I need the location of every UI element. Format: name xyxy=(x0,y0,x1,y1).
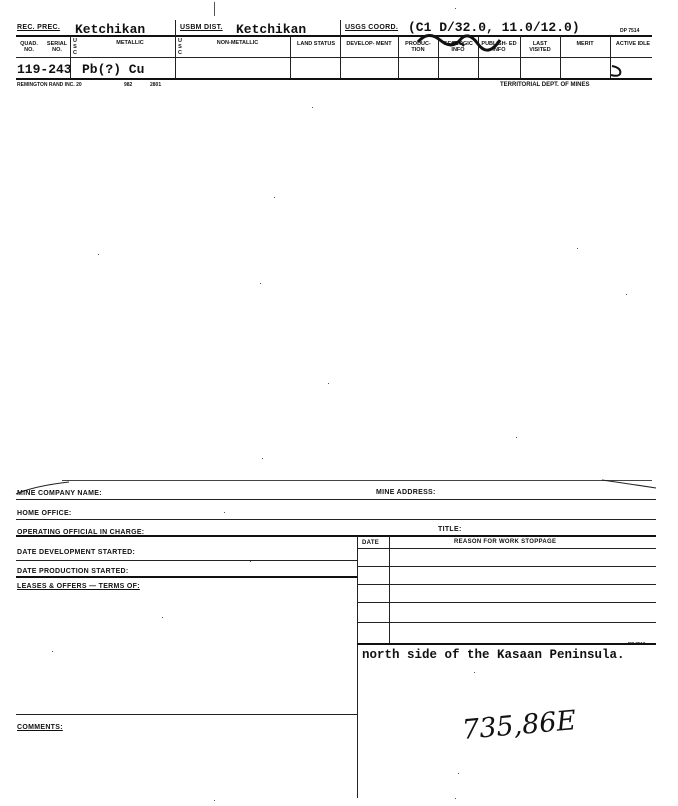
usbm-dist-label: USBM DIST. xyxy=(180,24,223,31)
reason-header: REASON FOR WORK STOPPAGE xyxy=(454,539,557,545)
typed-note: north side of the Kasaan Peninsula. xyxy=(362,648,625,662)
col-active-idle: ACTIVE IDLE xyxy=(615,41,651,47)
ink-scribble-icon xyxy=(410,30,520,52)
check-mark-icon xyxy=(608,62,626,78)
col-usc-left: U S C xyxy=(73,38,77,56)
col-metallic: METALLIC xyxy=(116,40,144,46)
corner-curl-right-icon xyxy=(600,476,660,494)
footer-num2: 2801 xyxy=(150,82,162,88)
handwritten-number: 735,86E xyxy=(460,705,578,746)
quad-serial-value: 119-243 xyxy=(17,62,72,77)
col-development: DEVELOP- MENT xyxy=(346,41,392,47)
home-office-label: HOME OFFICE: xyxy=(17,510,72,517)
operating-official-label: OPERATING OFFICIAL IN CHARGE: xyxy=(17,529,145,536)
date-production-label: DATE PRODUCTION STARTED: xyxy=(17,568,129,575)
rec-prec-value: Ketchikan xyxy=(75,22,146,37)
leases-offers-label: LEASES & OFFERS — TERMS OF: xyxy=(17,583,140,590)
footer-left-text: REMINGTON RAND INC. 20 xyxy=(17,82,82,88)
footer-num1: 982 xyxy=(124,82,133,88)
title-label: TITLE: xyxy=(438,526,462,533)
usgs-coord-value: (C1 D/32.0, 11.0/12.0) xyxy=(408,20,580,35)
col-non-metallic: NON-METALLIC xyxy=(216,40,259,46)
usgs-coord-label: USGS COORD. xyxy=(345,24,399,31)
metallic-value: Pb(?) Cu xyxy=(82,62,145,77)
form-code-bottom: DP 7512 xyxy=(628,641,646,646)
col-geologic-info: GEOLOGIC INFO xyxy=(443,41,473,53)
col-production: PRODUC- TION xyxy=(405,41,431,53)
col-merit: MERIT xyxy=(576,41,594,47)
rec-prec-label: REC. PREC. xyxy=(17,24,61,31)
col-usc-right: U S C xyxy=(178,38,182,56)
mine-company-name-label: MINE COMPANY NAME: xyxy=(17,490,102,497)
comments-label: COMMENTS: xyxy=(17,724,63,731)
form-code-top: DP 7514 xyxy=(620,28,640,34)
col-quad-no: QUAD. NO. xyxy=(20,41,38,53)
usbm-dist-value: Ketchikan xyxy=(236,22,307,37)
col-last-visited: LAST VISITED xyxy=(529,41,551,53)
date-development-label: DATE DEVELOPMENT STARTED: xyxy=(17,549,136,556)
date-header: DATE xyxy=(362,540,380,546)
col-land-status: LAND STATUS xyxy=(297,41,335,47)
footer-right-text: TERRITORIAL DEPT. OF MINES xyxy=(500,82,590,88)
col-published-info: PUBLISH- ED INFO xyxy=(481,41,517,53)
mine-address-label: MINE ADDRESS: xyxy=(376,489,436,496)
col-serial-no: SERIAL NO. xyxy=(46,41,68,53)
